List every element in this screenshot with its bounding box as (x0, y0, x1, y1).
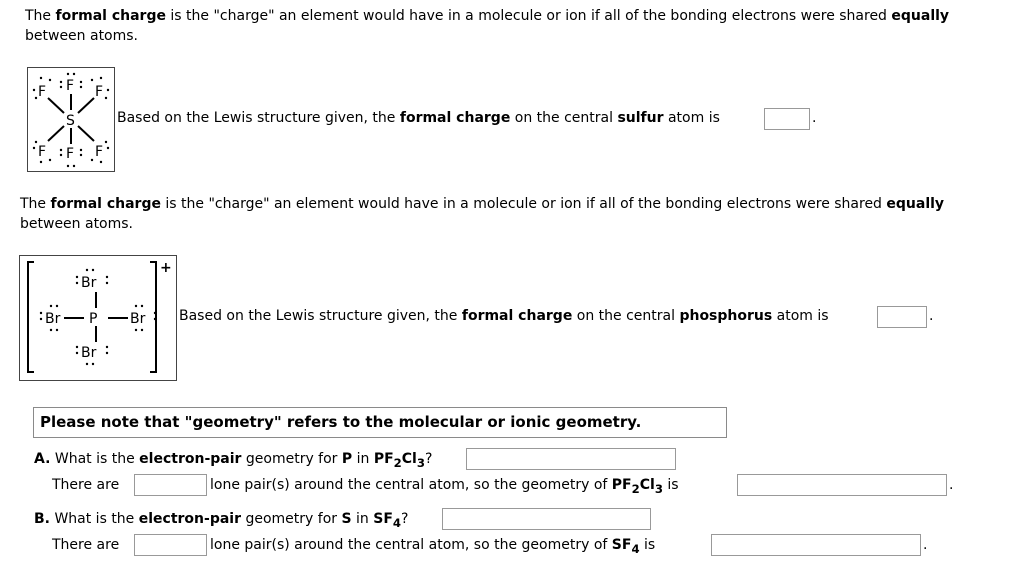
q2-question: Based on the Lewis structure given, the formal charge on the central phosphorus atom is (179, 308, 829, 324)
sf6-lewis-structure (27, 67, 115, 172)
atom-br: Br (45, 311, 61, 327)
b-lone-pairs-input[interactable] (134, 534, 207, 556)
phosphorus-formal-charge-input[interactable] (877, 306, 927, 328)
b-lone-pair-text: lone pair(s) around the central atom, so the geometry of $SF_4$ is (210, 537, 656, 556)
q2-definition-cont: between atoms. (20, 216, 134, 232)
there-are-label: There are (52, 477, 120, 493)
atom-f: F (66, 146, 75, 162)
charge-sign: + (160, 260, 172, 276)
question-a: A. What is the electron-pair geometry for P in $PF_2Cl_3$? (34, 451, 433, 470)
atom-br: Br (81, 345, 97, 361)
atom-f: F (95, 84, 104, 100)
atom-f: F (38, 144, 47, 160)
a-lone-pairs-input[interactable] (134, 474, 207, 496)
pbr4-lewis-structure (19, 255, 177, 381)
sf6-diagram (28, 68, 114, 171)
period: . (923, 537, 928, 553)
pbr4-diagram (20, 256, 176, 380)
atom-br: Br (81, 275, 97, 291)
q1-definition: The formal charge is the "charge" an element would have in a molecule or ion if all of the bonding electrons were shared equally (25, 8, 950, 24)
period: . (949, 477, 954, 493)
sulfur-formal-charge-input[interactable] (764, 108, 810, 130)
period: . (929, 308, 934, 324)
geometry-note-box (33, 407, 727, 438)
question-b: B. What is the electron-pair geometry for S in $SF_4$? (34, 511, 409, 530)
atom-br: Br (130, 311, 146, 327)
atom-s: S (66, 113, 75, 129)
b-electron-pair-geometry-input[interactable] (442, 508, 651, 530)
a-electron-pair-geometry-input[interactable] (466, 448, 676, 470)
a-lone-pair-text: lone pair(s) around the central atom, so the geometry of $PF_2Cl_3$ is (210, 477, 679, 496)
q1-question: Based on the Lewis structure given, the formal charge on the central sulfur atom is (117, 110, 720, 126)
there-are-label: There are (52, 537, 120, 553)
a-molecular-geometry-input[interactable] (737, 474, 947, 496)
atom-f: F (95, 144, 104, 160)
atom-f: F (66, 78, 75, 94)
period: . (812, 110, 817, 126)
atom-p: P (89, 311, 98, 327)
b-molecular-geometry-input[interactable] (711, 534, 921, 556)
q1-definition-cont: between atoms. (25, 28, 139, 44)
atom-f: F (38, 84, 47, 100)
q2-definition: The formal charge is the "charge" an element would have in a molecule or ion if all of the bonding electrons were shared equally (20, 196, 945, 212)
geometry-note: Please note that "geometry" refers to the molecular or ionic geometry. (40, 413, 642, 431)
